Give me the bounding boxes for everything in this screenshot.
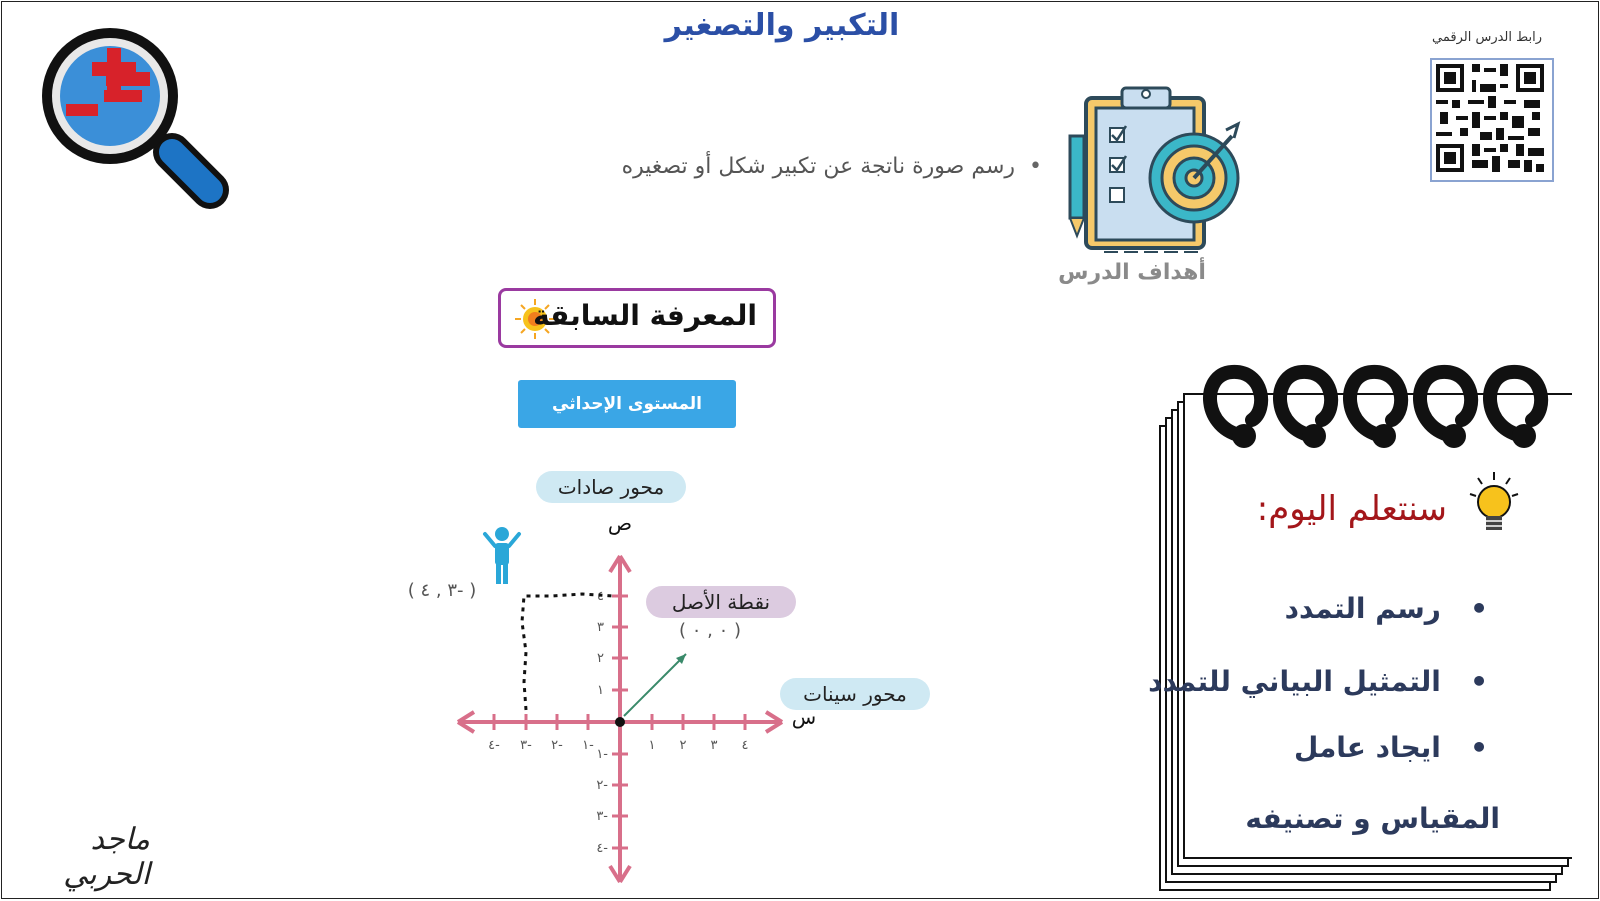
today-title: سنتعلم اليوم:: [1256, 489, 1447, 529]
today-item-bullet: •: [1440, 592, 1488, 625]
prior-knowledge-box: [498, 288, 776, 348]
signature: ماجد الحربي: [63, 822, 150, 892]
page-title: التكبير والتصغير: [664, 8, 900, 43]
today-item-text: التمثيل البياني للتمدد: [1148, 665, 1441, 698]
magnifier-plus-minus-icon: [32, 24, 242, 224]
x-tick-label: ٣: [710, 738, 718, 753]
x-axis-pill: محور سينات: [780, 678, 930, 710]
qr-code-icon[interactable]: [1430, 58, 1554, 182]
origin-coords: ( ٠ , ٠ ): [678, 620, 742, 641]
x-tick-label: ٤: [741, 738, 749, 753]
today-item: [1068, 731, 1488, 764]
prior-knowledge-title: المعرفة السابقة: [533, 299, 757, 332]
today-item-text: ايجاد عامل: [1293, 731, 1441, 764]
origin-dot: [615, 717, 625, 727]
point-coords: ( -٣ , ٤ ): [407, 580, 477, 601]
y-tick-label: ٤-: [596, 841, 608, 856]
qr-label: رابط الدرس الرقمي: [1432, 30, 1542, 45]
today-item-text: رسم التمدد: [1284, 592, 1441, 625]
x-tick-label: ٢-: [551, 738, 563, 753]
y-axis-letter: ص: [607, 512, 633, 535]
goal-bullet: •: [1015, 154, 1042, 179]
coordinate-plane-button[interactable]: المستوى الإحداثي: [518, 380, 736, 428]
x-tick-label: ١-: [582, 738, 594, 753]
x-tick-label: ١: [648, 738, 656, 753]
today-item: [1068, 592, 1488, 625]
origin-pill: نقطة الأصل: [646, 586, 796, 618]
today-item-bullet: •: [1440, 665, 1488, 698]
coordinate-plane: [402, 512, 832, 892]
y-axis-pill: محور صادات: [536, 471, 686, 503]
x-tick-label: ٤-: [488, 738, 500, 753]
goal-item-text: رسم صورة ناتجة عن تكبير شكل أو تصغيره: [621, 154, 1016, 179]
x-tick-label: ٣-: [520, 738, 532, 753]
y-tick-label: ٣-: [596, 809, 608, 824]
y-tick-label: ٣: [597, 620, 604, 635]
y-tick-label: ١: [597, 683, 604, 698]
x-tick-label: ٢: [679, 738, 687, 753]
y-tick-label: ٢: [597, 651, 604, 666]
y-tick-label: ١-: [596, 747, 608, 762]
slide: [1, 1, 1599, 899]
today-item: [1068, 665, 1488, 698]
today-item-continuation: المقياس و تصنيفه: [1245, 802, 1500, 835]
x-axis-letter: س: [791, 705, 817, 729]
goal-item: [562, 154, 1042, 179]
y-tick-label: ٤: [597, 589, 604, 604]
origin-arrow: [624, 654, 686, 716]
goals-label: أهداف الدرس: [1058, 260, 1206, 285]
person-icon: [485, 527, 519, 584]
clipboard-target-icon: [1064, 80, 1244, 260]
today-item-bullet: •: [1440, 731, 1488, 764]
y-tick-label: ٢-: [596, 778, 608, 793]
